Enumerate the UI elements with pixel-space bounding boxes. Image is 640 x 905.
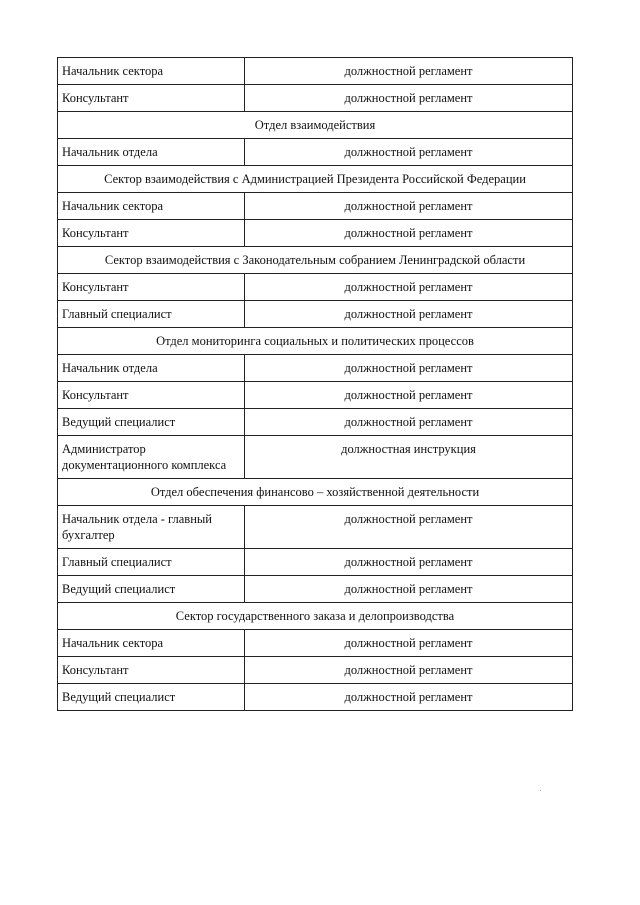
- section-title: Отдел взаимодействия: [58, 112, 573, 139]
- table-row: [58, 274, 573, 301]
- section-row: [58, 247, 573, 274]
- document-type-cell: должностной регламент: [245, 220, 573, 247]
- section-title: Отдел обеспечения финансово – хозяйственной деятельности: [58, 479, 573, 506]
- position-cell: Консультант: [58, 220, 245, 247]
- position-cell: Начальник отдела: [58, 139, 245, 166]
- table-row: [58, 506, 573, 549]
- table-row: [58, 409, 573, 436]
- table-row: [58, 382, 573, 409]
- scan-speck: [540, 790, 541, 791]
- position-cell: Начальник отдела - главный бухгалтер: [58, 506, 245, 549]
- document-type-cell: должностной регламент: [245, 139, 573, 166]
- table-row: [58, 301, 573, 328]
- position-cell: Ведущий специалист: [58, 409, 245, 436]
- document-type-cell: должностной регламент: [245, 506, 573, 549]
- position-cell: Главный специалист: [58, 301, 245, 328]
- table-row: [58, 139, 573, 166]
- position-cell: Ведущий специалист: [58, 576, 245, 603]
- position-cell: Администратор документационного комплекса: [58, 436, 245, 479]
- section-row: [58, 166, 573, 193]
- document-type-cell: должностная инструкция: [245, 436, 573, 479]
- document-type-cell: должностной регламент: [245, 382, 573, 409]
- section-title: Сектор взаимодействия с Администрацией Президента Российской Федерации: [58, 166, 573, 193]
- position-cell: Консультант: [58, 382, 245, 409]
- document-type-cell: должностной регламент: [245, 684, 573, 711]
- table-row: [58, 220, 573, 247]
- document-type-cell: должностной регламент: [245, 657, 573, 684]
- table-row: [58, 684, 573, 711]
- table-row: [58, 657, 573, 684]
- section-row: [58, 112, 573, 139]
- section-row: [58, 328, 573, 355]
- position-cell: Начальник сектора: [58, 630, 245, 657]
- position-cell: Начальник сектора: [58, 58, 245, 85]
- document-type-cell: должностной регламент: [245, 274, 573, 301]
- table-row: [58, 630, 573, 657]
- table-row: [58, 85, 573, 112]
- position-cell: Консультант: [58, 85, 245, 112]
- position-cell: Начальник отдела: [58, 355, 245, 382]
- position-cell: Консультант: [58, 657, 245, 684]
- document-type-cell: должностной регламент: [245, 355, 573, 382]
- positions-table: [57, 57, 573, 711]
- position-cell: Главный специалист: [58, 549, 245, 576]
- table-row: [58, 436, 573, 479]
- document-type-cell: должностной регламент: [245, 409, 573, 436]
- document-type-cell: должностной регламент: [245, 301, 573, 328]
- table-row: [58, 576, 573, 603]
- section-title: Сектор государственного заказа и делопроизводства: [58, 603, 573, 630]
- table-row: [58, 549, 573, 576]
- table-row: [58, 355, 573, 382]
- position-cell: Ведущий специалист: [58, 684, 245, 711]
- document-type-cell: должностной регламент: [245, 630, 573, 657]
- table-row: [58, 193, 573, 220]
- section-title: Сектор взаимодействия с Законодательным собранием Ленинградской области: [58, 247, 573, 274]
- position-cell: Консультант: [58, 274, 245, 301]
- table-row: [58, 58, 573, 85]
- section-row: [58, 479, 573, 506]
- position-cell: Начальник сектора: [58, 193, 245, 220]
- document-type-cell: должностной регламент: [245, 549, 573, 576]
- document-type-cell: должностной регламент: [245, 58, 573, 85]
- document-type-cell: должностной регламент: [245, 85, 573, 112]
- section-row: [58, 603, 573, 630]
- document-type-cell: должностной регламент: [245, 193, 573, 220]
- section-title: Отдел мониторинга социальных и политических процессов: [58, 328, 573, 355]
- document-type-cell: должностной регламент: [245, 576, 573, 603]
